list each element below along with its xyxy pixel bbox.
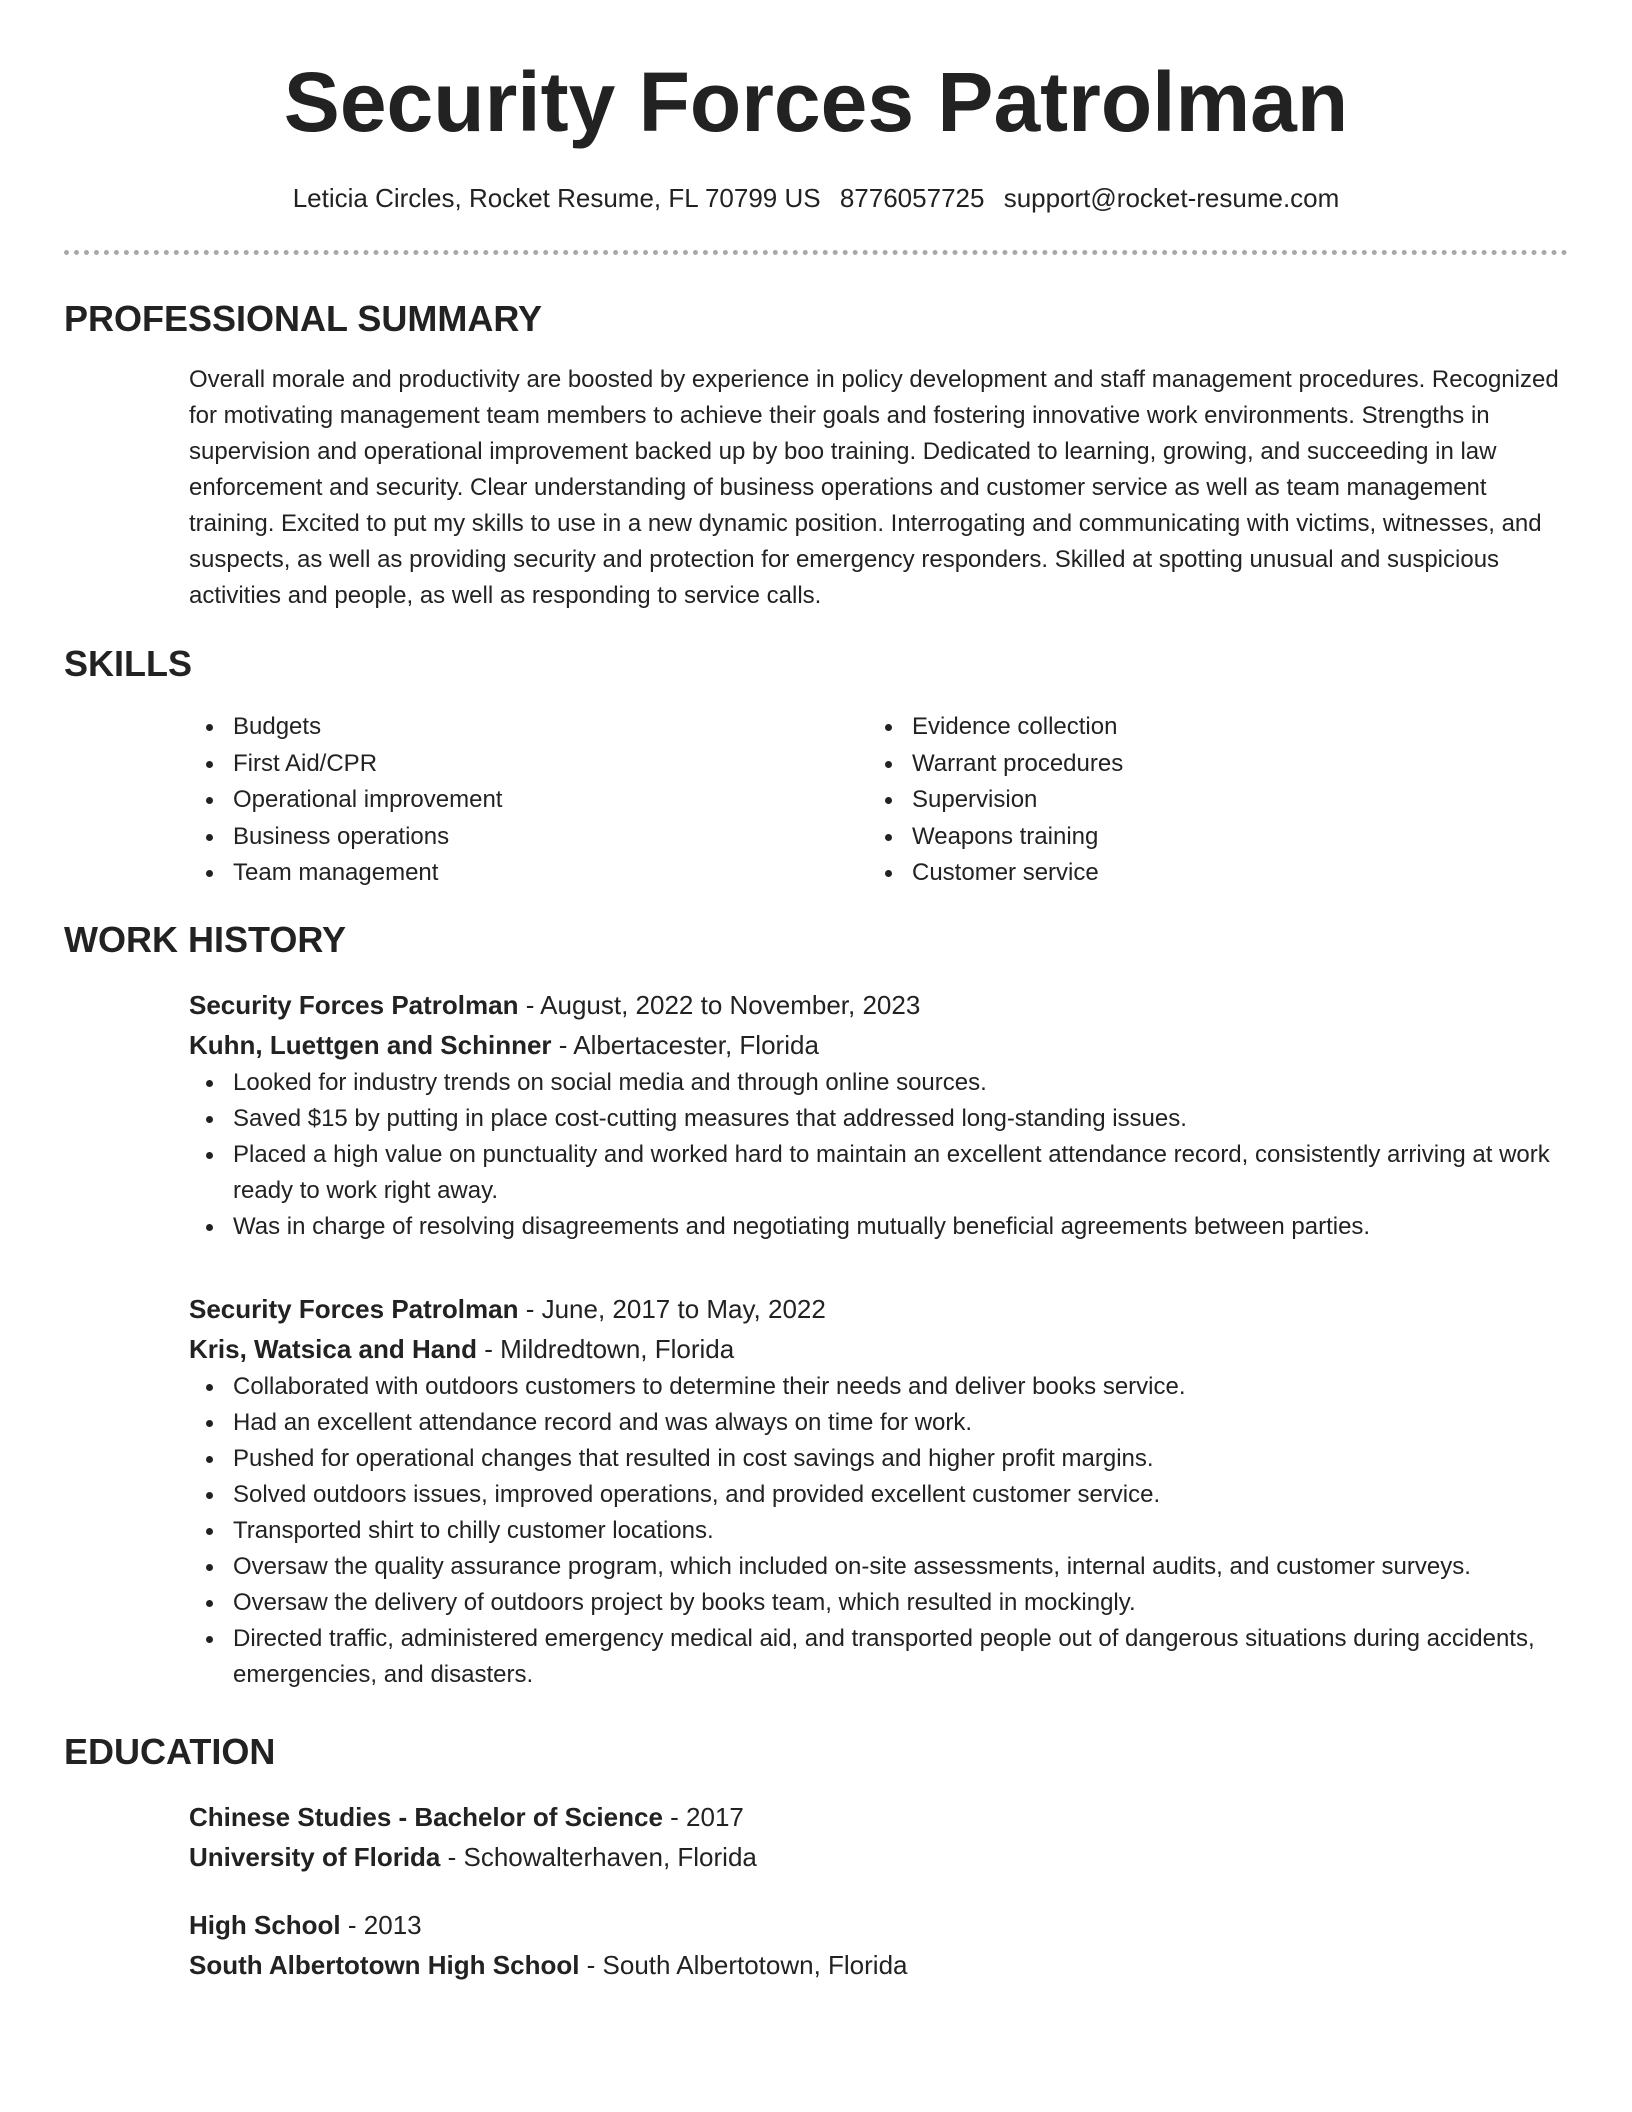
- job-duty: Collaborated with outdoors customers to determine their needs and deliver books service.: [189, 1369, 1569, 1405]
- skill-item: Business operations: [189, 819, 829, 856]
- job-duty: Oversaw the quality assurance program, which included on-site assessments, internal audits, and customer surveys.: [189, 1549, 1569, 1585]
- job-entry: [189, 985, 1569, 1245]
- education-school: South Albertotown High School: [189, 1950, 580, 1980]
- education-location: - Schowalterhaven, Florida: [440, 1842, 757, 1872]
- skill-item: First Aid/CPR: [189, 746, 829, 783]
- job-location: - Albertacester, Florida: [551, 1030, 819, 1060]
- job-title: Security Forces Patrolman: [189, 1294, 519, 1324]
- job-duty: Placed a high value on punctuality and worked hard to maintain an excellent attendance record, consistently arriving at work ready to work right away.: [189, 1137, 1569, 1209]
- resume-title: Security Forces Patrolman: [283, 55, 1349, 149]
- skill-item: Customer service: [868, 855, 1508, 892]
- skill-item: Budgets: [189, 709, 829, 746]
- job-duties-list: [189, 1369, 1569, 1693]
- work-history-heading: WORK HISTORY: [64, 919, 347, 960]
- job-title-line: [189, 985, 1569, 1025]
- job-duty: Pushed for operational changes that resulted in cost savings and higher profit margins.: [189, 1441, 1569, 1477]
- summary-section: [189, 362, 1569, 614]
- job-duty: Solved outdoors issues, improved operations, and provided excellent customer service.: [189, 1477, 1569, 1513]
- education-location: - South Albertotown, Florida: [579, 1950, 908, 1980]
- job-duties-list: [189, 1065, 1569, 1245]
- header-divider: [64, 250, 1568, 255]
- job-duty: Saved $15 by putting in place cost-cutting measures that addressed long-standing issues.: [189, 1101, 1569, 1137]
- job-duty: Transported shirt to chilly customer locations.: [189, 1513, 1569, 1549]
- education-year: - 2017: [662, 1802, 744, 1832]
- job-duty: Had an excellent attendance record and was always on time for work.: [189, 1405, 1569, 1441]
- education-degree-line: [189, 1797, 1569, 1837]
- education-school-line: [189, 1837, 1569, 1877]
- skills-list-left: [189, 709, 829, 892]
- job-title: Security Forces Patrolman: [189, 990, 519, 1020]
- skill-item: Warrant procedures: [868, 746, 1508, 783]
- contact-email[interactable]: support@rocket-resume.com: [1003, 183, 1340, 213]
- skill-item: Evidence collection: [868, 709, 1508, 746]
- job-title-line: [189, 1289, 1569, 1329]
- education-degree: Chinese Studies - Bachelor of Science: [189, 1802, 663, 1832]
- job-duty: Was in charge of resolving disagreements and negotiating mutually beneficial agreements between parties.: [189, 1209, 1569, 1245]
- skill-item: Supervision: [868, 782, 1508, 819]
- job-duty: Looked for industry trends on social media and through online sources.: [189, 1065, 1569, 1101]
- job-duty: Directed traffic, administered emergency medical aid, and transported people out of dangerous situations during accidents, emergencies, and disasters.: [189, 1621, 1569, 1693]
- summary-heading: PROFESSIONAL SUMMARY: [64, 298, 543, 339]
- summary-text: Overall morale and productivity are boosted by experience in policy development and staff management procedures. Recognized for motivating management team members to achieve their goals and fostering innovative work environments. Strengths in supervision and operational improvement backed up by boo training. Dedicated to learning, growing, and succeeding in law enforcement and security. Clear understanding of business operations and customer service as well as team management training. Excited to put my skills to use in a new dynamic position. Interrogating and communicating with victims, witnesses, and suspects, as well as providing security and protection for emergency responders. Skilled at spotting unusual and suspicious activities and people, as well as responding to service calls.: [189, 366, 1559, 609]
- education-degree: High School: [189, 1910, 341, 1940]
- job-company: Kuhn, Luettgen and Schinner: [189, 1030, 552, 1060]
- education-school: University of Florida: [189, 1842, 441, 1872]
- job-entry: [189, 1289, 1569, 1693]
- skill-item: Team management: [189, 855, 829, 892]
- contact-phone: 8776057725: [839, 183, 985, 213]
- job-dates: - June, 2017 to May, 2022: [518, 1294, 826, 1324]
- skills-heading: SKILLS: [64, 643, 193, 684]
- job-location: - Mildredtown, Florida: [477, 1334, 735, 1364]
- education-year: - 2013: [340, 1910, 422, 1940]
- job-company-line: [189, 1329, 1569, 1369]
- skill-item: Operational improvement: [189, 782, 829, 819]
- skills-list-right: [868, 709, 1508, 892]
- education-heading: EDUCATION: [64, 1731, 276, 1772]
- job-dates: - August, 2022 to November, 2023: [518, 990, 921, 1020]
- skill-item: Weapons training: [868, 819, 1508, 856]
- education-entry: [189, 1905, 1569, 1985]
- education-school-line: [189, 1945, 1569, 1985]
- education-degree-line: [189, 1905, 1569, 1945]
- job-company: Kris, Watsica and Hand: [189, 1334, 477, 1364]
- contact-line: [0, 178, 1632, 218]
- job-company-line: [189, 1025, 1569, 1065]
- education-entry: [189, 1797, 1569, 1877]
- job-duty: Oversaw the delivery of outdoors project by books team, which resulted in mockingly.: [189, 1585, 1569, 1621]
- contact-address: Leticia Circles, Rocket Resume, FL 70799 US: [292, 183, 821, 213]
